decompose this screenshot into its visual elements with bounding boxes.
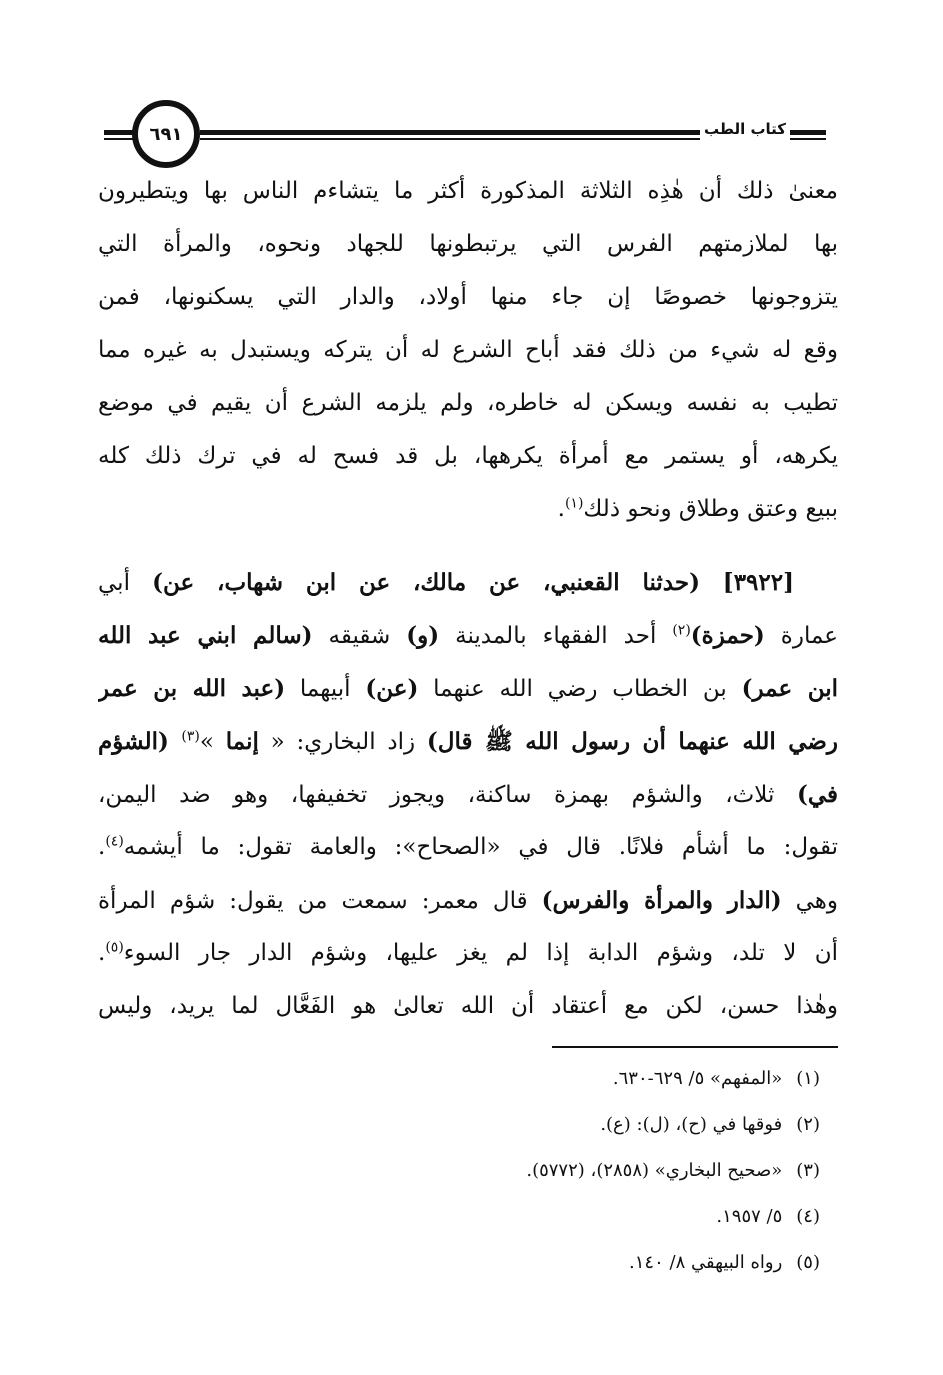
footnote-ref: (٥) bbox=[105, 939, 124, 956]
paragraph-hadith bbox=[98, 556, 838, 1033]
text-run: قال معمر: سمعت من يقول: شؤم المرأة bbox=[98, 888, 542, 914]
text-line bbox=[98, 609, 838, 662]
hadith-text: إنما bbox=[225, 728, 259, 755]
footnote-ref: (٢) bbox=[672, 622, 691, 639]
header-rule-middle bbox=[200, 130, 700, 135]
hadith-text: (عبد الله بن عمر bbox=[98, 675, 286, 702]
text-run: بن الخطاب رضي الله عنهما bbox=[418, 676, 742, 702]
text-line bbox=[98, 715, 838, 768]
footnote-text: ٥/ ١٩٥٧. bbox=[716, 1206, 783, 1227]
text-line: وقع له شيء من ذلك فقد أباح الشرع له أن يتركه ويستبدل به غيره مما bbox=[98, 337, 838, 363]
text-line bbox=[98, 556, 838, 609]
footnote-text: فوقها في (ح)، (ل): (ع). bbox=[600, 1114, 783, 1135]
text-line: يتزوجونها خصوصًا إن جاء منها أولاد، والدار التي يسكنونها، فمن bbox=[98, 284, 838, 310]
hadith-text: (حمزة) bbox=[690, 622, 765, 649]
footnote-text: رواه البيهقي ٨/ ١٤٠. bbox=[629, 1252, 783, 1273]
running-title: كتاب الطب bbox=[703, 120, 787, 138]
text-run: . bbox=[98, 940, 106, 966]
text-run: ثلاث، والشؤم بهمزة ساكنة، ويجوز تخفيفها، وهو ضد اليمن، bbox=[98, 782, 797, 808]
text-run: . bbox=[557, 496, 565, 522]
footnote-mark: (٥) bbox=[796, 1252, 820, 1273]
text-line: وهٰذا حسن، لكن مع أعتقاد أن الله تعالىٰ هو الفَعَّال لما يريد، وليس bbox=[98, 993, 838, 1019]
footnote-mark: (٤) bbox=[796, 1206, 820, 1227]
footnote-mark: (٢) bbox=[796, 1114, 820, 1135]
footnote bbox=[98, 1240, 820, 1286]
footnote bbox=[98, 1194, 820, 1240]
footnotes bbox=[98, 1056, 820, 1286]
text-run: » bbox=[199, 729, 226, 755]
footnote-ref: (١) bbox=[564, 495, 584, 512]
text-line: بها لملازمتهم الفرس التي يرتبطونها للجهاد ونحوه، والمرأة التي bbox=[98, 231, 838, 257]
text-line bbox=[98, 662, 838, 715]
text-run: شقيقه bbox=[312, 623, 407, 649]
footnote-divider bbox=[552, 1046, 838, 1048]
text-run: زاد البخاري: « bbox=[258, 729, 427, 755]
footnote-text: «صحيح البخاري» (٢٨٥٨)، (٥٧٧٢). bbox=[526, 1160, 783, 1181]
footnote-ref: (٤) bbox=[105, 833, 124, 850]
header-rule-right bbox=[790, 130, 826, 135]
text-run: عمارة bbox=[764, 623, 838, 649]
text-run: أن لا تلد، وشؤم الدابة إذا لم يغز عليها، وشؤم الدار جار السوء bbox=[123, 940, 838, 966]
footnote bbox=[98, 1056, 820, 1102]
hadith-text: (الدار والمرأة والفرس) bbox=[541, 887, 782, 914]
text-line: تطيب به نفسه ويسكن له خاطره، ولم يلزمه الشرع أن يقيم في موضع bbox=[98, 390, 838, 416]
hadith-text: (عن) bbox=[365, 675, 419, 702]
footnote-ref: (٣) bbox=[181, 728, 200, 745]
text-line bbox=[98, 874, 838, 927]
page-number: ٦٩١ bbox=[149, 123, 183, 145]
hadith-text: (الشؤم bbox=[98, 728, 182, 755]
text-run: . bbox=[98, 834, 106, 860]
text-line: معنىٰ ذلك أن هٰذِه الثلاثة المذكورة أكثر ما يتشاءم الناس بها ويتطيرون bbox=[98, 178, 838, 204]
header-rule-middle-thin bbox=[200, 138, 700, 140]
text-line bbox=[98, 768, 838, 821]
hadith-text: رضي الله عنهما أن رسول الله ﷺ قال) bbox=[426, 728, 838, 755]
hadith-text: (و) bbox=[406, 622, 440, 649]
paragraph-commentary bbox=[98, 165, 838, 536]
page-number-badge bbox=[132, 100, 200, 168]
footnote bbox=[98, 1102, 820, 1148]
footnote-mark: (١) bbox=[796, 1068, 820, 1089]
text-run: وهي bbox=[781, 888, 838, 914]
text-line bbox=[98, 927, 838, 980]
hadith-text: ابن عمر) bbox=[741, 675, 838, 702]
footnote bbox=[98, 1148, 820, 1194]
text-run: أبي bbox=[98, 570, 153, 596]
hadith-text: (سالم ابني عبد الله bbox=[98, 622, 313, 649]
hadith-chain: [٣٩٢٢] (حدثنا القعنبي، عن مالك، عن ابن شهاب، عن) bbox=[152, 569, 794, 596]
text-run: أحد الفقهاء بالمدينة bbox=[439, 623, 673, 649]
footnote-mark: (٣) bbox=[796, 1160, 820, 1181]
text-line bbox=[98, 483, 838, 536]
text-line bbox=[98, 821, 838, 874]
header-rule-right-thin bbox=[790, 138, 826, 140]
hadith-text: في) bbox=[796, 781, 838, 808]
text-line: يكرهه، أو يستمر مع أمرأة يكرهها، بل قد فسح له في ترك ذلك كله bbox=[98, 443, 838, 469]
text-run: أبيهما bbox=[285, 676, 366, 702]
text-run: ببيع وعتق وطلاق ونحو ذلك bbox=[583, 496, 838, 522]
footnote-text: «المفهم» ٥/ ٦٢٩-٦٣٠. bbox=[612, 1068, 783, 1089]
text-run: تقول: ما أشأم فلانًا. قال في «الصحاح»: والعامة تقول: ما أيشمه bbox=[123, 834, 838, 860]
